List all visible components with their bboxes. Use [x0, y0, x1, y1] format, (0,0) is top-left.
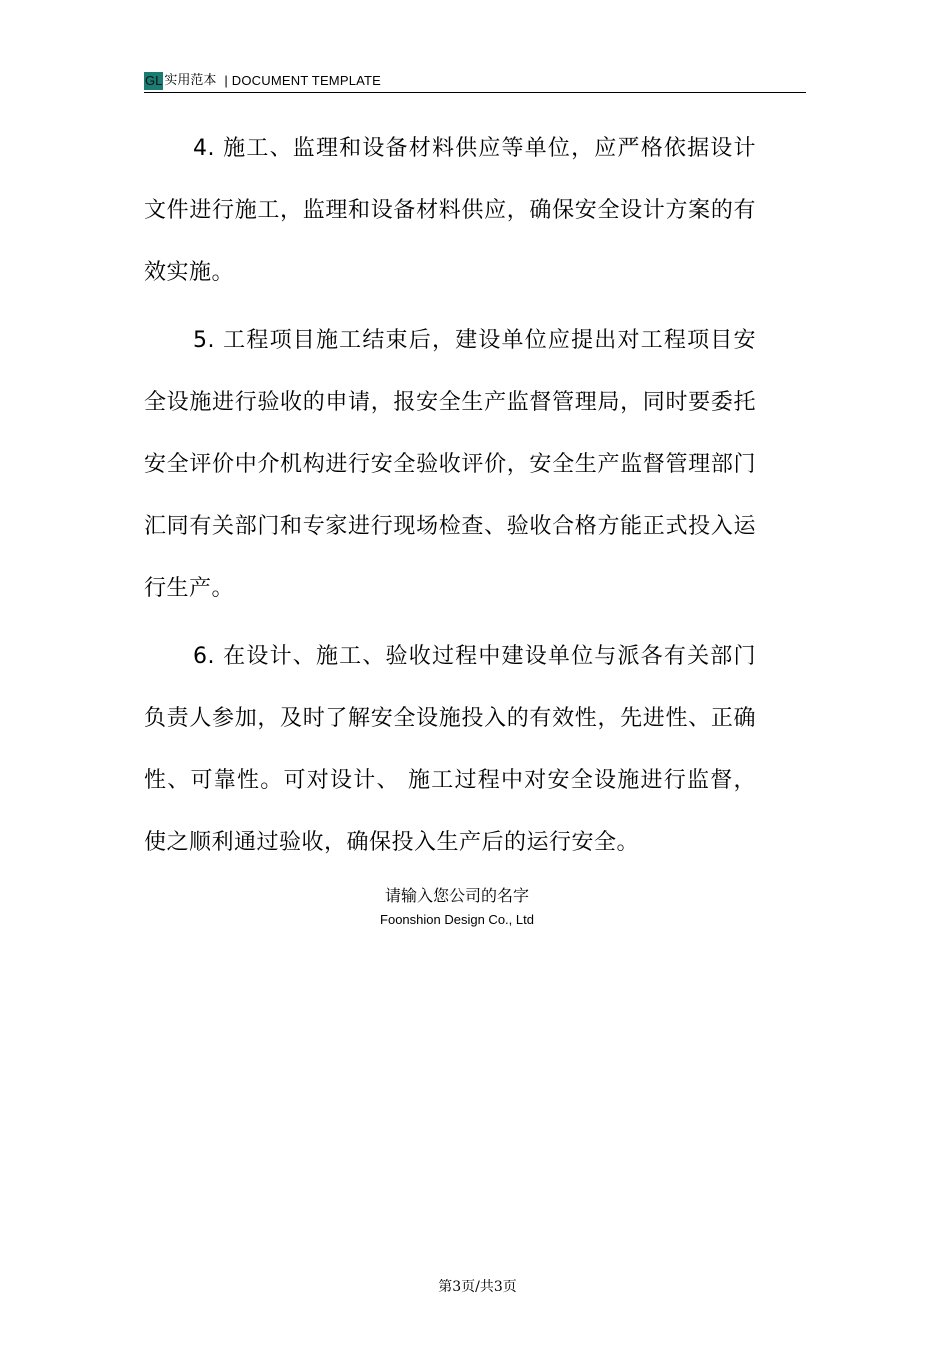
- header-separator: |: [224, 73, 228, 88]
- logo-badge: GL: [145, 73, 163, 88]
- paragraph-item-4: 4. 施工、监理和设备材料供应等单位，应严格依据设计文件进行施工，监理和设备材料供应，确保安全设计方案的有效实施。: [144, 136, 756, 285]
- paragraph-item-5: 5. 工程项目施工结束后，建设单位应提出对工程项目安全设施进行验收的申请，报安全生产监督管理局，同时要委托安全评价中介机构进行安全验收评价，安全生产监督管理部门汇同有关部门和专家进行现场检查、验收合格方能正式投入运行生产。: [144, 328, 756, 601]
- page-header: [144, 70, 806, 93]
- document-body: [144, 118, 756, 880]
- paragraph-item-6: 6. 在设计、施工、验收过程中建设单位与派各有关部门负责人参加，及时了解安全设施投入的有效性，先进性、正确性、可靠性。可对设计、 施工过程中对安全设施进行监督，使之顺利通过验收，确保投入生产后的运行安全。: [144, 644, 756, 855]
- page-number: 第3页/共3页: [438, 1279, 517, 1295]
- header-subtitle: DOCUMENT TEMPLATE: [231, 73, 382, 88]
- company-name-english: Foonshion Design Co., Ltd: [380, 912, 534, 927]
- company-block: [0, 884, 914, 930]
- header-title: 实用范本: [164, 73, 217, 88]
- company-name: 请输入您公司的名字: [384, 886, 529, 905]
